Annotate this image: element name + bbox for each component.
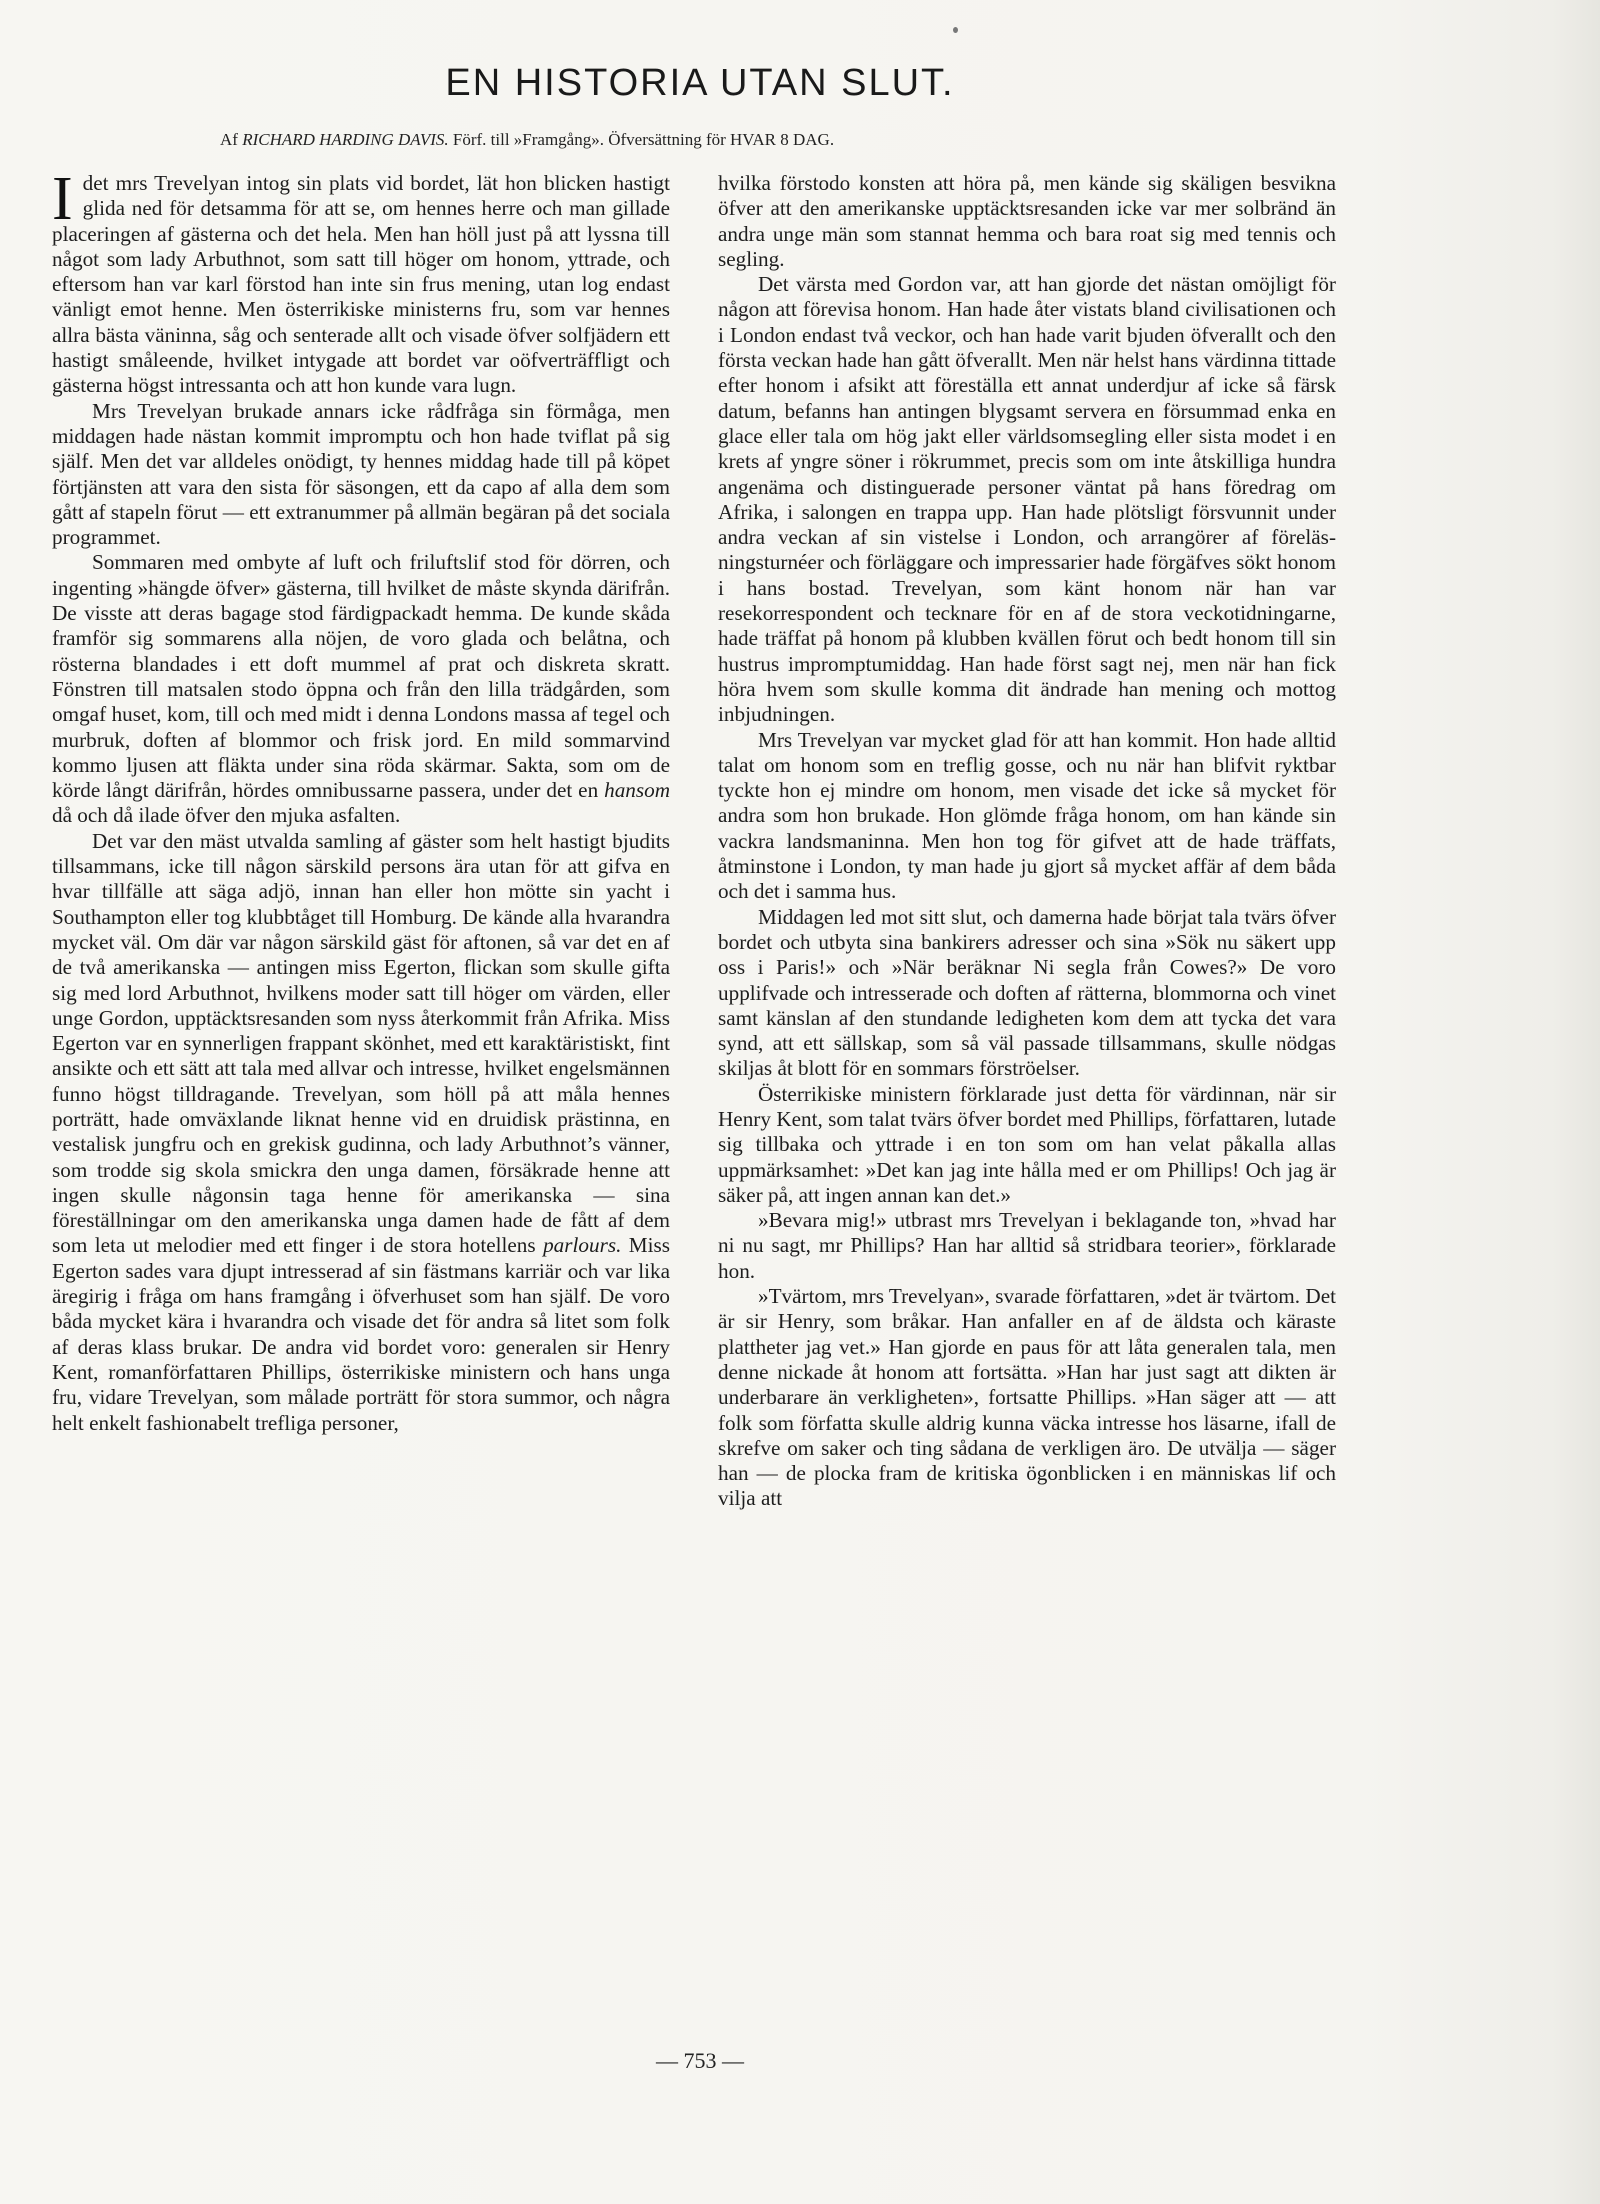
paragraph-text: då och då ilade öfver den mjuka asfalten. — [52, 803, 401, 828]
page-number: — 753 — — [656, 2048, 744, 2073]
italic-word: hansom — [604, 778, 671, 803]
byline — [220, 130, 1180, 150]
paragraph: hvilka förstodo konsten att höra på, men kände sig skäligen besvikna öfver att den amerikanske upptäcktsresanden icke var mer solbränd än andra unge män som stannat hemma och bara roat sig med tennis och segling. — [718, 171, 1336, 271]
paragraph: Österrikiske ministern förklarade just detta för värdinnan, när sir Henry Kent, som talat tvärs öfver bordet med Phillips, författaren, lutade sig tillbaka och yttrade i en ton som om han velat påkalla allas uppmärksamhet: »Det kan jag inte hålla med er om Phillips! Och jag är säker på, att ingen annan kan det.» — [718, 1081, 1336, 1207]
paragraph-text: Miss Egerton sades vara djupt intresserad af sin fästmans karriär och var lika äregirig i fråga om hans framgång i öfverhuset som han själf. De voro båda mycket kära i hvarandra och visade det för andra så litet som folk af deras klass brukar. De andra vid bordet voro: generalen sir Henry Kent, romanförfattaren Phillips, österrikiske ministern och hans unga fru, vidare Trevelyan, som målade porträtt för stora summor, och några helt enkelt fashionabelt trefliga personer, — [52, 1233, 671, 1435]
paragraph-text: det mrs Trevelyan intog sin plats vid bordet, lät hon blicken hastigt glida ned för detsamma för att se, om hennes herre och man gillade placeringen af gästerna och det hela. Men han höll just på att lyssna till något som lady Arbuthnot, som satt till höger om honom, yttrade, och eftersom han var karl förstod han inte sin frus mening, utan log endast vänligt emot henne. Men österrikiske ministerns fru, som var hennes allra bästa väninna, såg och senterade allt och visade öfver solfjädern ett hastigt småleende, hvilket intygade att bordet var oöfverträffligt och gästerna högst intressanta och att hon kunde vara lugn. — [52, 171, 670, 398]
paragraph — [52, 165, 670, 399]
print-speck — [953, 27, 958, 33]
paragraph: Det värsta med Gordon var, att han gjorde det nästan omöjligt för någon att förevisa honom. Han hade åter vistats bland civilisationen och i London endast två veckor, och han hade varit bjuden öfverallt och den första veckan hade han gått öfverallt. Men när helst hans värdinna tittade efter honom i afsikt att föreställa ett annat underdjur af icke så färsk datum, befanns han antingen blygsamt servera en försummad enka en glace eller tala om hög jakt eller världsomsegling eller sista modet i en krets af yngre söner i rökrummet, precis som om inte åtskilliga hundra angenäma och distinguerade personer väntat på hans föredrag om Afrika, i salongen en trappa upp. Han hade plötsligt försvunnit under andra veckan af sin vistelse i London, och arrangörer af föreläsningsturnéer och förläggare och impressarier hade förgäfves sökt honom i hans bostad. Trevelyan, som känt honom när han var resekorrespondent och tecknare för en af de stora veckotidningarne, hade träffat på honom på klubben kvällen förut och bedt honom till sin hustrus impromptumiddag. Han hade först sagt nej, men när han fick höra hvem som skulle komma dit ändrade han mening och mottog inbjudningen. — [718, 272, 1336, 727]
paragraph: Mrs Trevelyan brukade annars icke rådfråga sin förmåga, men middagen hade nästan kommit impromptu och hon hade tviflat på sig själf. Men det var alldeles onödigt, ty hennes middag hade till på köpet förtjänsten att vara den sista för säsongen, ett da capo af alla dem som gått af stapeln förut — ett extranummer på allmän begäran på det sociala programmet. — [52, 398, 670, 550]
italic-word: parlours. — [543, 1233, 622, 1258]
paragraph: »Tvärtom, mrs Trevelyan», svarade författaren, »det är tvärtom. Det är sir Henry, som bråkar. Han anfaller en af de äldsta och käraste plattheter jag vet.» Han gjorde en paus för att låta generalen tala, men denne nickade åt honom att fortsätta. »Han har just sagt att dikten är underbarare än verkligheten», fortsatte Phillips. »Han säger att — att folk som författa skulle aldrig kunna väcka intresse hos läsarne, ifall de skrefve om saker och ting sådana de verkligen äro. De utvälja — säger han — de plocka fram de kritiska ögonblicken i en människas lif och vilja att — [718, 1284, 1336, 1511]
byline-rest: Förf. till »Framgång». Öfversättning för HVAR 8 DAG. — [448, 130, 835, 149]
byline-author: RICHARD HARDING DAVIS. — [242, 130, 449, 149]
left-column — [52, 165, 671, 1436]
paragraph-text: Det var den mäst utvalda samling af gäster som helt hastigt bjudits tillsammans, icke till någon särskild persons ära utan för att gifva en hvar tillfälle att säga adjö, innan han eller hon mötte sin yacht i Southampton eller tog klubbtåget till Homburg. De kände alla hvarandra mycket väl. Om där var någon särskild gäst för aftonen, så var det en af de två amerikanska — antingen miss Egerton, flickan som skulle gifta sig med lord Arbuthnot, hvilkens moder satt till höger om värden, eller unge Gordon, upptäcktsresanden som nyss återkommit från Afrika. Miss Egerton var en synnerligen frappant skönhet, med ett karaktäristiskt, fint ansikte och ett sätt att tala med allvar och intresse, hvilket engelsmännen funno högst tilldragande. Trevelyan, som höll på att måla hennes porträtt, hade omväxlande liknat henne vid en druidisk prästinna, en vestalisk jungfru och en grekisk gudinna, och lady Arbuthnot’s vänner, som trodde sig skola smickra den unga damen, försäkrade henne att ingen skulle någonsin taga henne för amerikanska — sina föreställningar om den amerikanska unga damen hade de fått af dem som leta ut melodier med ett finger i de stora hotellens — [52, 828, 670, 1258]
article-title: EN HISTORIA UTAN SLUT. — [445, 62, 955, 104]
paragraph: Mrs Trevelyan var mycket glad för att han kommit. Hon hade alltid talat om honom som en treflig gosse, och nu när han blifvit ryktbar tyckte hon ej mindre om honom, men visade det icke så mycket för andra som hon brukade. Hon glömde fråga honom, om han kände sin vackra landsmaninna. Men hon tog för gifvet att de hade träffats, åtminstone i London, ty man hade ju gjort så mycket affär af dem båda och det i samma hus. — [718, 727, 1336, 904]
drop-cap: I — [52, 165, 73, 233]
paragraph: »Bevara mig!» utbrast mrs Trevelyan i beklagande ton, »hvad har ni nu sagt, mr Phillips? Han har alltid så stridbara teorier», förklarade hon. — [718, 1208, 1336, 1283]
paragraph-text: Sommaren med ombyte af luft och friluftslif stod för dörren, och ingenting »hängde öfver» gästerna, till hvilket de måste skynda därifrån. De visste att deras bagage stod färdigpackadt hemma. De kunde skåda framför sig sommarens alla nöjen, de voro glada och belåtna, och rösterna blandades i ett doft mummel af prat och diskreta skratt. Fönstren till matsalen stodo öppna och från den lilla trädgården, som omgaf huset, kom, till och med midt i denna Londons massa af tegel och murbruk, doften af blommor och frisk jord. En mild sommarvind kommo ljusen att fläkta under sina röda skärmar. Sakta, som om de körde långt därifrån, hördes omnibussarne passera, under det en — [52, 550, 670, 803]
paragraph: Middagen led mot sitt slut, och damerna hade börjat tala tvärs öfver bordet och utbyta sina bankirers adresser och sina »Sök nu säkert upp oss i Paris!» och »När beräknar Ni segla från Cowes?» De voro upplifvade och intresserade och doften af rätterna, blommorna och vinet samt känslan af den stundande ledigheten kom dem att tycka det vara synd, att ett sällskap, som så väl passade tillsammans, skulle nödgas skiljas åt blott för en sommars förströelser. — [718, 904, 1336, 1081]
right-column — [718, 171, 1336, 1512]
paragraph — [52, 829, 670, 1436]
paragraph — [52, 550, 670, 828]
byline-prefix: Af — [220, 130, 243, 149]
